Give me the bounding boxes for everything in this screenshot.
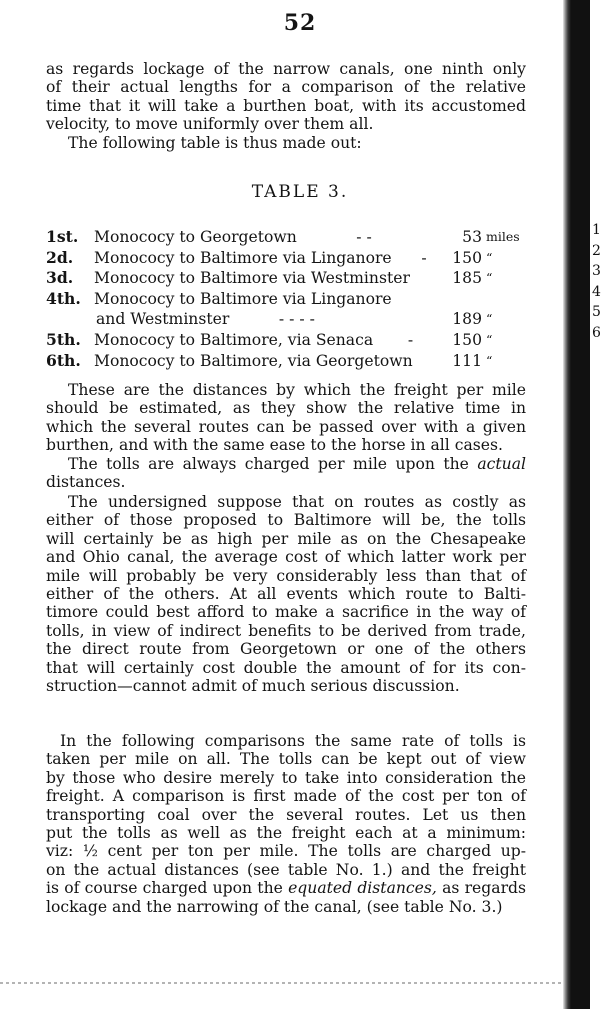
text-line: lockage and the narrowing of the canal, (see table No. 3.) <box>46 897 503 916</box>
text-line: the direct route from Georgetown or one of the others <box>46 640 526 659</box>
table-row <box>46 248 528 269</box>
paragraph-distances <box>46 381 526 491</box>
route-name: Monococy to Baltimore via Westminster <box>94 269 410 288</box>
route-distance <box>440 289 486 310</box>
table-row <box>46 309 528 330</box>
route-ordinal: 1st. <box>46 227 79 246</box>
route-distance: 185 <box>452 269 482 288</box>
text-line: distances. <box>46 473 126 492</box>
adjacent-page-fragments: 1 2 3 4 5 6 <box>592 222 601 341</box>
text-line: transporting coal over the several routes. Let us then <box>46 805 526 824</box>
text-line: viz: ½ cent per ton per mile. The tolls are charged up- <box>46 842 526 861</box>
route-ordinal: 6th. <box>46 350 81 370</box>
route-name: Monococy to Baltimore, via Senaca - <box>94 330 414 349</box>
text-line: taken per mile on all. The tolls can be kept out of view <box>46 750 526 769</box>
text-line: The tolls are always charged per mile upon the actual <box>68 454 526 473</box>
text-line: burthen, and with the same ease to the horse in all cases. <box>46 436 503 455</box>
text-line: In the following comparisons the same rate of tolls is <box>60 732 526 750</box>
text-line: should be estimated, as they show the relative time in <box>46 399 526 418</box>
text-line: of their actual lengths for a comparison of the relative <box>46 78 526 97</box>
route-unit: “ <box>486 331 493 347</box>
route-ordinal: 2d. <box>46 247 74 267</box>
route-ordinal <box>46 309 94 330</box>
route-ordinal: 4th. <box>46 288 81 308</box>
route-distance: 53 <box>462 228 482 246</box>
route-name: Monococy to Baltimore via Linganore <box>94 289 392 308</box>
text-line: put the tolls as well as the freight each at a minimum: <box>46 824 526 843</box>
text-line: on the actual distances (see table No. 1.) and the freight <box>46 860 526 879</box>
text-line: either of those proposed to Baltimore will be, the tolls <box>46 511 526 530</box>
paragraph-continuation <box>46 60 526 152</box>
table-row <box>46 289 528 310</box>
route-unit: “ <box>486 352 493 368</box>
text-line: The following table is thus made out: <box>68 133 362 152</box>
text-line: is of course charged upon the equated distances, as regards <box>46 879 527 898</box>
text-line: will certainly be as high per mile as on the Chesapeake <box>46 529 526 548</box>
table-row <box>46 268 528 289</box>
table-row <box>46 351 528 372</box>
route-unit: “ <box>486 249 493 265</box>
paragraph-comparisons <box>46 732 526 916</box>
route-name: Monococy to Baltimore via Linganore - <box>94 248 427 267</box>
table-row <box>46 330 528 351</box>
route-ordinal: 3d. <box>46 268 74 288</box>
route-name: and Westminster - - - - <box>96 310 315 329</box>
text-line: tolls, in view of indirect benefits to be derived from trade, <box>46 621 526 640</box>
text-line: freight. A comparison is first made of the cost per ton of <box>46 787 526 806</box>
route-unit: “ <box>486 270 493 286</box>
route-distance: 111 <box>452 351 482 370</box>
page-number: 52 <box>283 10 317 36</box>
text-line: These are the distances by which the freight per mile <box>68 381 526 399</box>
text-line: mile will probably be very considerably less than that of <box>46 566 526 585</box>
paragraph-tolls <box>46 493 526 695</box>
table-title: TABLE 3. <box>251 182 349 202</box>
text-line: by those who desire merely to take into consideration the <box>46 768 526 787</box>
route-unit <box>486 289 528 310</box>
bottom-scan-artifact <box>0 982 562 984</box>
routes-table <box>46 227 528 371</box>
route-distance: 150 <box>452 248 482 267</box>
text-line: which the several routes can be passed over with a given <box>46 417 526 436</box>
route-name: Monococy to Baltimore, via Georgetown <box>94 351 413 370</box>
text-line: velocity, to move uniformly over them all. <box>46 115 374 134</box>
text-line: struction—cannot admit of much serious discussion. <box>46 677 460 696</box>
text-line: and Ohio canal, the average cost of which latter work per <box>46 548 526 567</box>
text-line: time that it will take a burthen boat, with its accustomed <box>46 96 526 115</box>
route-distance: 189 <box>452 310 482 329</box>
text-line: either of the others. At all events which route to Balti- <box>46 585 526 604</box>
text-line: timore could best afford to make a sacrifice in the way of <box>46 603 526 622</box>
text-line: as regards lockage of the narrow canals, one ninth only <box>46 60 526 78</box>
text-line: that will certainly cost double the amount of for its con- <box>46 658 526 677</box>
route-unit: “ <box>486 311 493 327</box>
text-line: The undersigned suppose that on routes as costly as <box>68 493 526 511</box>
route-unit: miles <box>486 229 520 244</box>
table-row <box>46 227 528 248</box>
adjacent-page-margin <box>590 0 600 1009</box>
route-ordinal: 5th. <box>46 329 81 349</box>
route-name: Monococy to Georgetown - - <box>94 228 372 246</box>
route-distance: 150 <box>452 330 482 349</box>
